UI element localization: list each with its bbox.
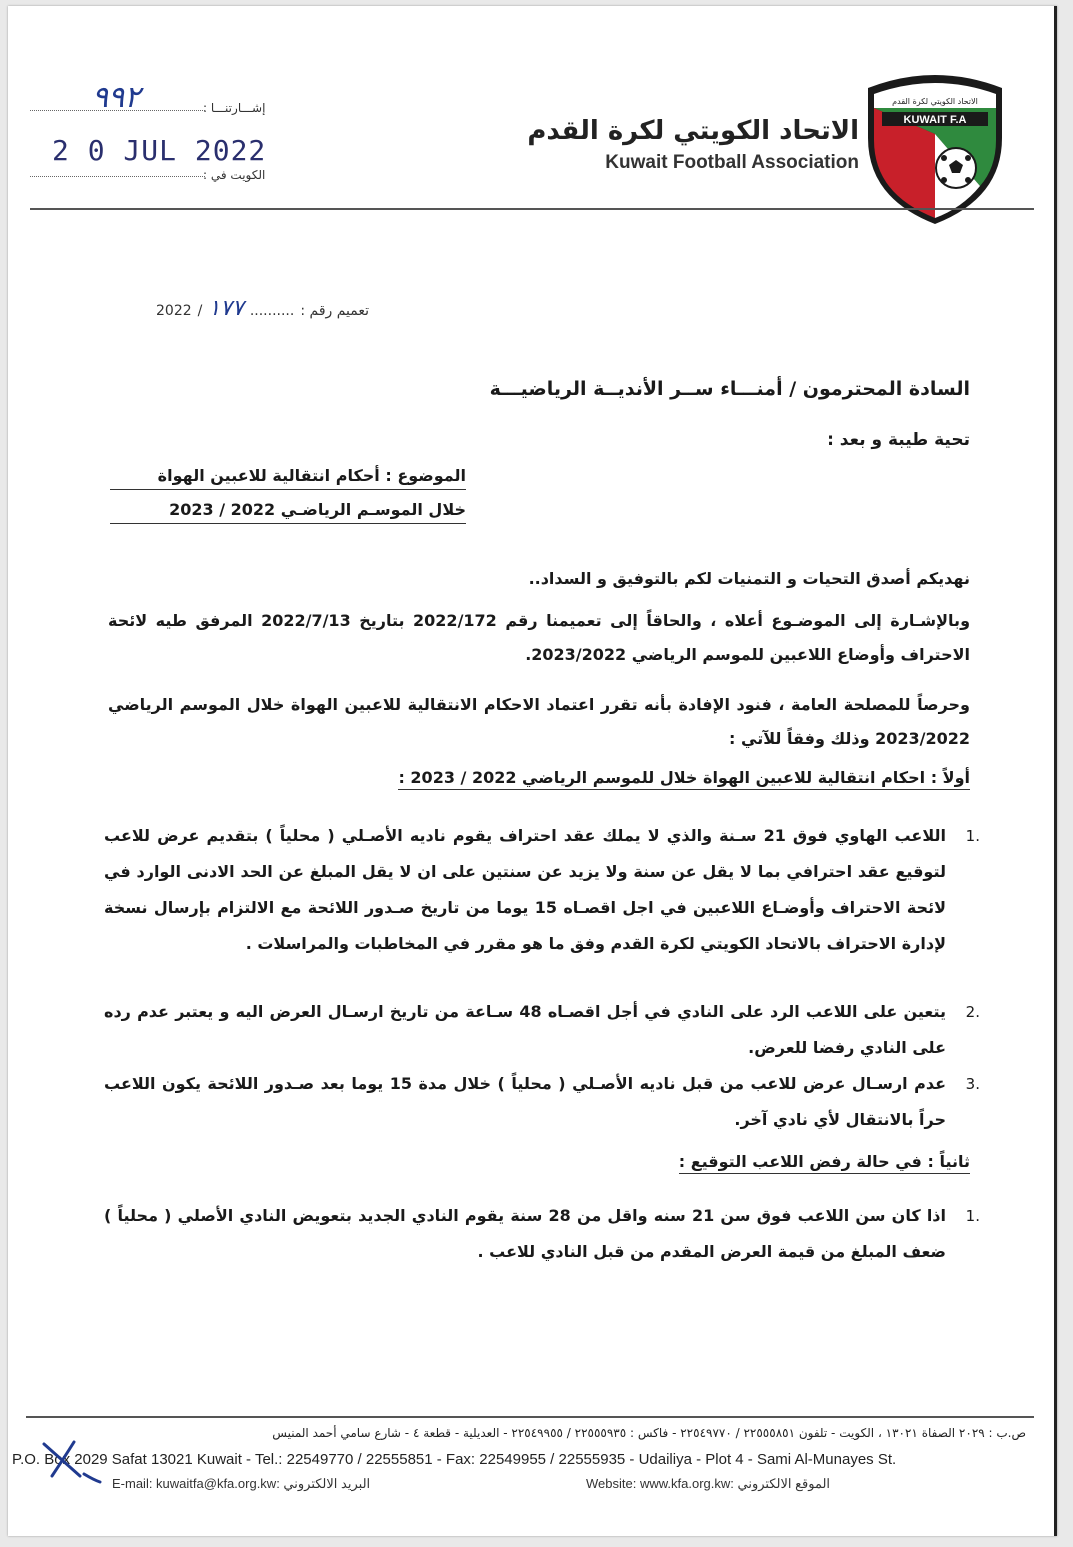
pen-scribble-mark bbox=[34, 1436, 104, 1486]
section-2-item bbox=[104, 1198, 980, 1270]
reference-handwritten: ٩٩٢ bbox=[92, 80, 141, 115]
kfa-logo bbox=[860, 68, 1010, 228]
subject-block bbox=[110, 466, 466, 534]
circular-number-handwritten: ١٧٧ bbox=[208, 296, 244, 321]
footer-divider bbox=[26, 1416, 1034, 1418]
item-number: .1 bbox=[965, 1207, 980, 1225]
footer-address-en: P.O. Box 2029 Safat 13021 Kuwait - Tel.: 22549770 / 22555851 - Fax: 22549955 / 22555935 - Udailiya - Plot 4 - Sami Al-Munayes St. bbox=[12, 1451, 897, 1468]
item-text: اللاعب الهاوي فوق 21 سـنة والذي لا يملك عقد احتراف يقوم ناديه الأصـلي ( محلياً ) بتقديم عرض للاعب لتوقيع عقد احترافي بما لا يقل عن سنة ولا يزيد عن سنتين على ان لا يقل المبلغ عن الحد الادنى الوارد في لائحة الاحتراف وأوضـاع اللاعبين في اجل اقصـاه 15 يوما من تاريخ صـدور اللائحة مع الالتزام بإرسال نسخة لإدارة الاحتراف بالاتحاد الكويتي لكرة القدم وفق ما هو مقرر في المخاطبات والمراسلات . bbox=[104, 826, 946, 953]
org-name-en: Kuwait Football Association bbox=[605, 152, 859, 173]
document-page bbox=[8, 6, 1057, 1536]
greeting: تحية طيبة و بعد : bbox=[827, 430, 970, 450]
circular-slash: / bbox=[197, 303, 203, 319]
footer-website: Website: www.kfa.org.kw: الموقع الالكتروني bbox=[586, 1476, 831, 1491]
date-dotted-line bbox=[30, 176, 205, 177]
item-text: عدم ارسـال عرض للاعب من قبل ناديه الأصـلي ( محلياً ) خلال مدة 15 يوما بعد صـدور اللائحة يكون اللاعب حراً بالانتقال لأي نادي آخر. bbox=[104, 1074, 946, 1129]
circular-year: 2022 bbox=[156, 303, 192, 319]
footer-address-ar: ص.ب : ٢٠٢٩ الصفاة ١٣٠٢١ ، الكويت - تلفون ٢٢٥٥٥٨٥١ / ٢٢٥٤٩٧٧٠ - فاكس : ٢٢٥٥٥٩٣٥ / ٢٢٥٤٩٩٥٥ - العديلية - قطعة ٤ - شارع سامي أحمد المنيس bbox=[272, 1426, 1026, 1440]
item-number: .3 bbox=[965, 1075, 980, 1093]
header-divider bbox=[30, 208, 1034, 210]
item-text: يتعين على اللاعب الرد على النادي في أجل اقصـاه 48 سـاعة من تاريخ ارسـال العرض اليه و يعتبر عدم رده على النادي رفضا للعرض. bbox=[104, 1002, 947, 1057]
section-2-title: ثانياً : في حالة رفض اللاعب التوقيع : bbox=[679, 1152, 970, 1174]
section-1-item bbox=[104, 818, 980, 962]
date-label: الكويت في : bbox=[203, 168, 266, 182]
logo-text-en: KUWAIT F.A bbox=[903, 114, 967, 126]
org-name-ar: الاتحاد الكويتي لكرة القدم bbox=[527, 116, 859, 146]
item-text: اذا كان سن اللاعب فوق سن 21 سنه واقل من 28 سنة يقوم النادي الجديد بتعويض النادي الأصلي ( محلياً ) ضعف المبلغ من قيمة العرض المقدم من قبل النادي للاعب . bbox=[104, 1206, 946, 1261]
paragraph-reference: وبالإشـارة إلى الموضـوع أعلاه ، والحاقاً إلى تعميمنا رقم 2022/172 بتاريخ 2022/7/13 المرفق طيه لائحة الاحتراف وأوضاع اللاعبين للموسم الرياضي 2023/2022. bbox=[108, 611, 971, 664]
section-1-item bbox=[104, 1066, 980, 1138]
circular-dots: .......... bbox=[249, 303, 295, 319]
circular-label: تعميم رقم : bbox=[300, 303, 370, 319]
addressee: السادة المحترمون / أمنـــاء ســر الأنديــة الرياضيـــة bbox=[489, 378, 970, 400]
logo-text-ar: الاتحاد الكويتي لكرة القدم bbox=[892, 97, 978, 106]
item-number: .1 bbox=[965, 827, 980, 845]
reference-label: إشـــارتنـــا : bbox=[203, 101, 266, 115]
paragraph-intro: نهديكم أصدق التحيات و التمنيات لكم بالتوفيق و السداد.. bbox=[528, 569, 970, 588]
circular-number-row bbox=[156, 296, 369, 321]
date-stamp: 2 0 JUL 2022 bbox=[52, 134, 267, 167]
footer-email: E-mail: kuwaitfa@kfa.org.kw: البريد الالكتروني bbox=[112, 1476, 371, 1491]
paragraph-decision: وحرصاً للمصلحة العامة ، فنود الإفادة بأنه تقرر اعتماد الاحكام الانتقالية للاعبين الهواة خلال الموسم الرياضي 2023/2022 وذلك وفقاً للآتي : bbox=[108, 695, 970, 748]
section-1-item bbox=[104, 994, 980, 1066]
subject-line-1: الموضوع : أحكام انتقالية للاعبين الهواة bbox=[110, 466, 466, 490]
section-1-title: أولاً : احكام انتقالية للاعبين الهواة خلال للموسم الرياضي 2022 / 2023 : bbox=[398, 768, 970, 790]
item-number: .2 bbox=[965, 1003, 980, 1021]
subject-line-2: خلال الموسـم الرياضـي 2022 / 2023 bbox=[110, 500, 466, 524]
